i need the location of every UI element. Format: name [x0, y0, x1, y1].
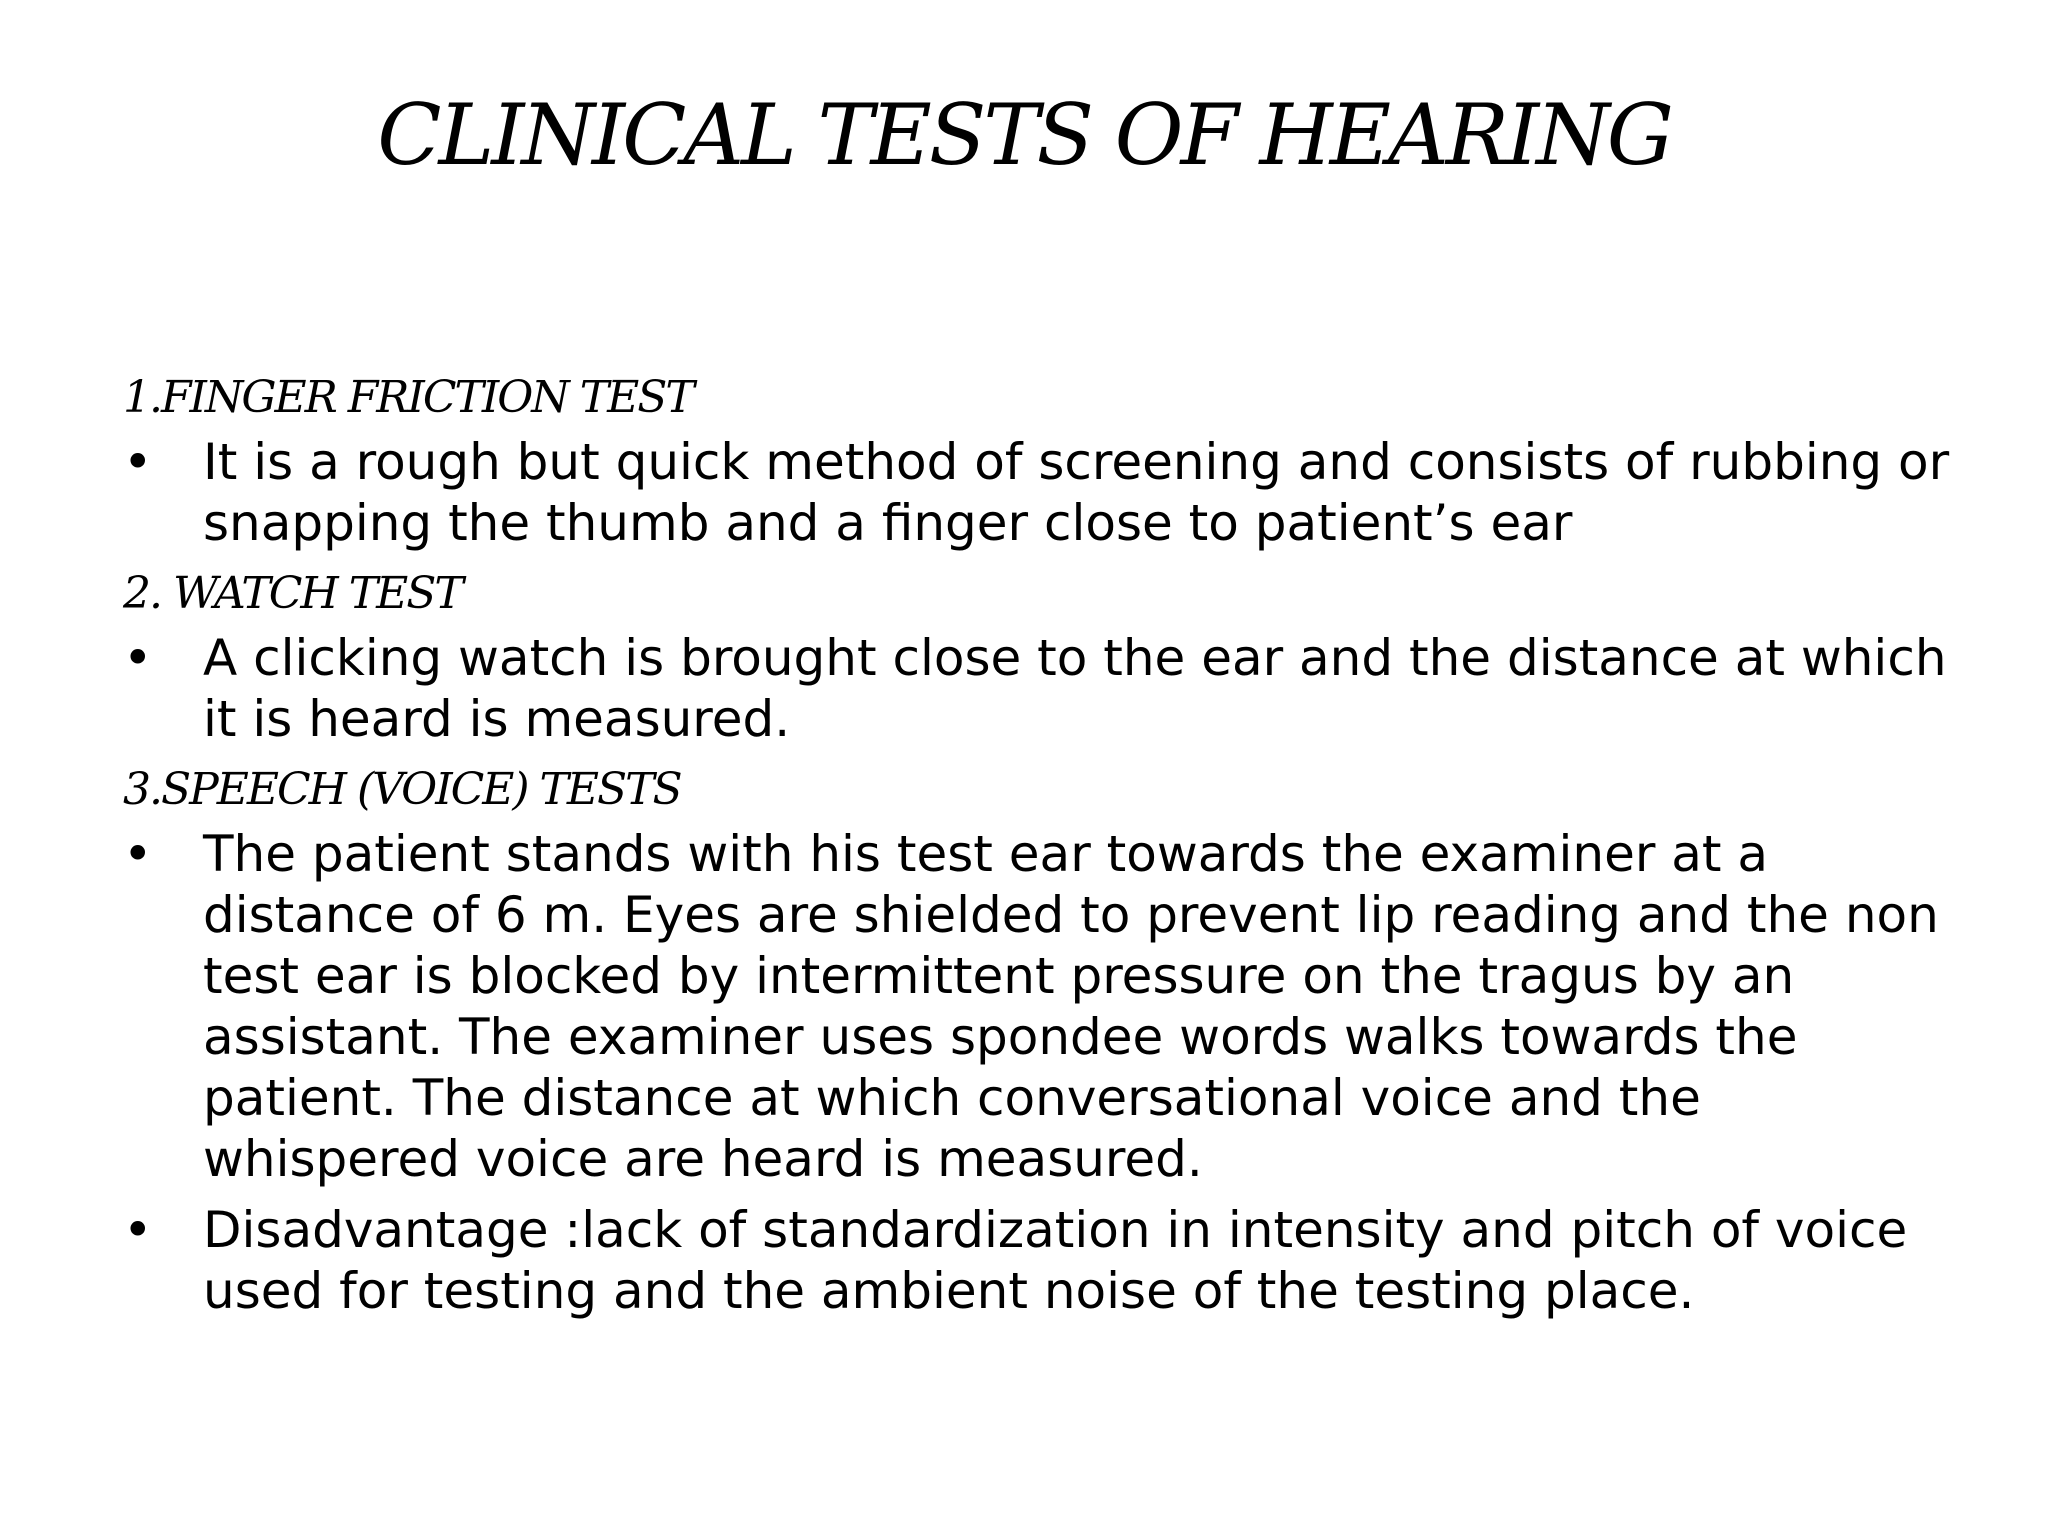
section-heading-speech-tests: 3.SPEECH (VOICE) TESTS [123, 764, 681, 815]
bullet-list-finger-friction [123, 432, 1953, 554]
bullet-dot-icon: • [123, 433, 153, 491]
bullet-text: A clicking watch is brought close to the ear and the distance at which it is heard is measured. [203, 629, 1947, 748]
bullet-list-speech-tests [123, 824, 1953, 1322]
section-heading-watch-test: 2. WATCH TEST [123, 568, 462, 619]
bullet-item [123, 432, 1953, 554]
slide-content [123, 368, 1953, 1332]
bullet-dot-icon: • [123, 629, 153, 687]
bullet-dot-icon: • [123, 1201, 153, 1259]
bullet-item [123, 628, 1953, 750]
section-heading-finger-friction: 1.FINGER FRICTION TEST [123, 372, 693, 423]
bullet-list-watch-test [123, 628, 1953, 750]
bullet-item [123, 1200, 1953, 1322]
bullet-item [123, 824, 1953, 1190]
bullet-dot-icon: • [123, 825, 153, 883]
bullet-text: The patient stands with his test ear towards the examiner at a distance of 6 m. Eyes are shielded to prevent lip reading and the non test ear is blocked by intermittent pressure on the tragus by an assistant. The examiner uses spondee words walks towards the patient. The distance at which conversational voice and the whispered voice are heard is measured. [203, 825, 1939, 1188]
bullet-text: It is a rough but quick method of screening and consists of rubbing or snapping the thumb and a finger close to patient’s ear [203, 433, 1950, 552]
slide-title: CLINICAL TESTS OF HEARING [377, 86, 1671, 184]
bullet-text: Disadvantage :lack of standardization in intensity and pitch of voice used for testing and the ambient noise of the testing place. [203, 1201, 1908, 1320]
